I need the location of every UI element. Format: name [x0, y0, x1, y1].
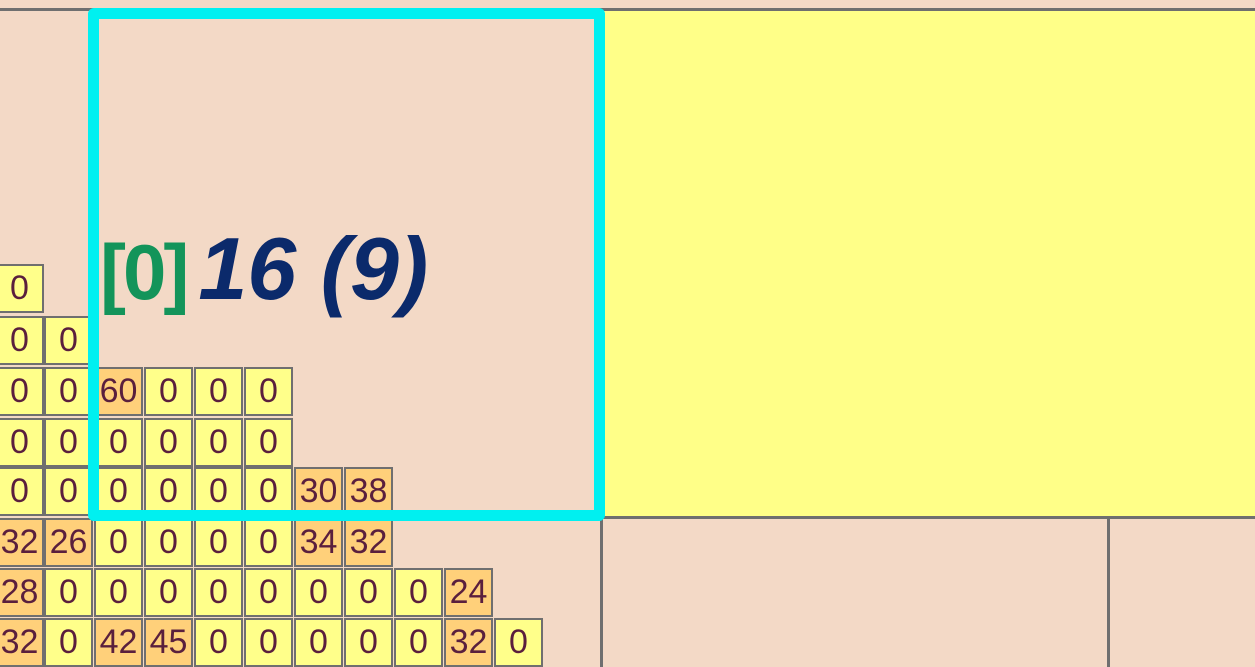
matrix-cell: 34 — [294, 518, 343, 567]
bottom-region-right[interactable] — [1110, 519, 1255, 667]
matrix-cell: 0 — [44, 568, 93, 617]
matrix-cell: 0 — [94, 518, 143, 567]
matrix-cell: 0 — [0, 418, 44, 467]
matrix-cell: 32 — [444, 618, 493, 667]
selection-highlight[interactable] — [88, 8, 605, 521]
matrix-cell: 0 — [0, 467, 44, 516]
matrix-cell: 45 — [144, 618, 193, 667]
matrix-cell: 0 — [244, 568, 293, 617]
matrix-cell: 24 — [444, 568, 493, 617]
matrix-cell: 28 — [0, 568, 44, 617]
matrix-cell: 0 — [244, 418, 293, 467]
matrix-cell: 0 — [194, 367, 243, 416]
yellow-region[interactable] — [603, 11, 1255, 517]
matrix-cell: 0 — [394, 568, 443, 617]
matrix-cell: 0 — [0, 367, 44, 416]
matrix-cell: 0 — [94, 418, 143, 467]
matrix-cell: 38 — [344, 467, 393, 516]
matrix-cell: 32 — [344, 518, 393, 567]
matrix-cell: 0 — [294, 618, 343, 667]
matrix-cell: 0 — [44, 316, 93, 365]
matrix-cell: 0 — [144, 367, 193, 416]
matrix-cell: 0 — [194, 467, 243, 516]
matrix-cell: 0 — [44, 367, 93, 416]
matrix-cell: 32 — [0, 518, 44, 567]
bottom-region-middle[interactable] — [603, 519, 1108, 667]
matrix-cell: 0 — [44, 618, 93, 667]
node-value-label: 16 (9) — [198, 219, 429, 318]
matrix-cell: 0 — [244, 467, 293, 516]
matrix-cell: 0 — [344, 568, 393, 617]
matrix-cell: 0 — [194, 418, 243, 467]
matrix-cell: 0 — [344, 618, 393, 667]
matrix-cell: 0 — [0, 264, 44, 313]
matrix-cell: 0 — [294, 568, 343, 617]
matrix-cell: 0 — [144, 568, 193, 617]
matrix-cell: 0 — [194, 568, 243, 617]
matrix-cell: 0 — [244, 367, 293, 416]
matrix-cell: 0 — [0, 316, 44, 365]
matrix-cell: 0 — [244, 618, 293, 667]
matrix-cell: 0 — [44, 418, 93, 467]
matrix-cell: 0 — [144, 467, 193, 516]
matrix-cell: 0 — [94, 467, 143, 516]
matrix-cell: 0 — [144, 418, 193, 467]
node-index-label: [0] — [100, 228, 187, 316]
matrix-cell: 0 — [144, 518, 193, 567]
matrix-cell: 60 — [94, 367, 143, 416]
matrix-cell: 30 — [294, 467, 343, 516]
matrix-cell: 32 — [0, 618, 44, 667]
matrix-cell: 0 — [44, 467, 93, 516]
matrix-cell: 0 — [394, 618, 443, 667]
matrix-cell: 0 — [94, 568, 143, 617]
matrix-cell: 0 — [494, 618, 543, 667]
matrix-cell: 0 — [194, 618, 243, 667]
matrix-cell: 26 — [44, 518, 93, 567]
matrix-cell: 0 — [244, 518, 293, 567]
matrix-cell: 0 — [194, 518, 243, 567]
matrix-cell: 42 — [94, 618, 143, 667]
